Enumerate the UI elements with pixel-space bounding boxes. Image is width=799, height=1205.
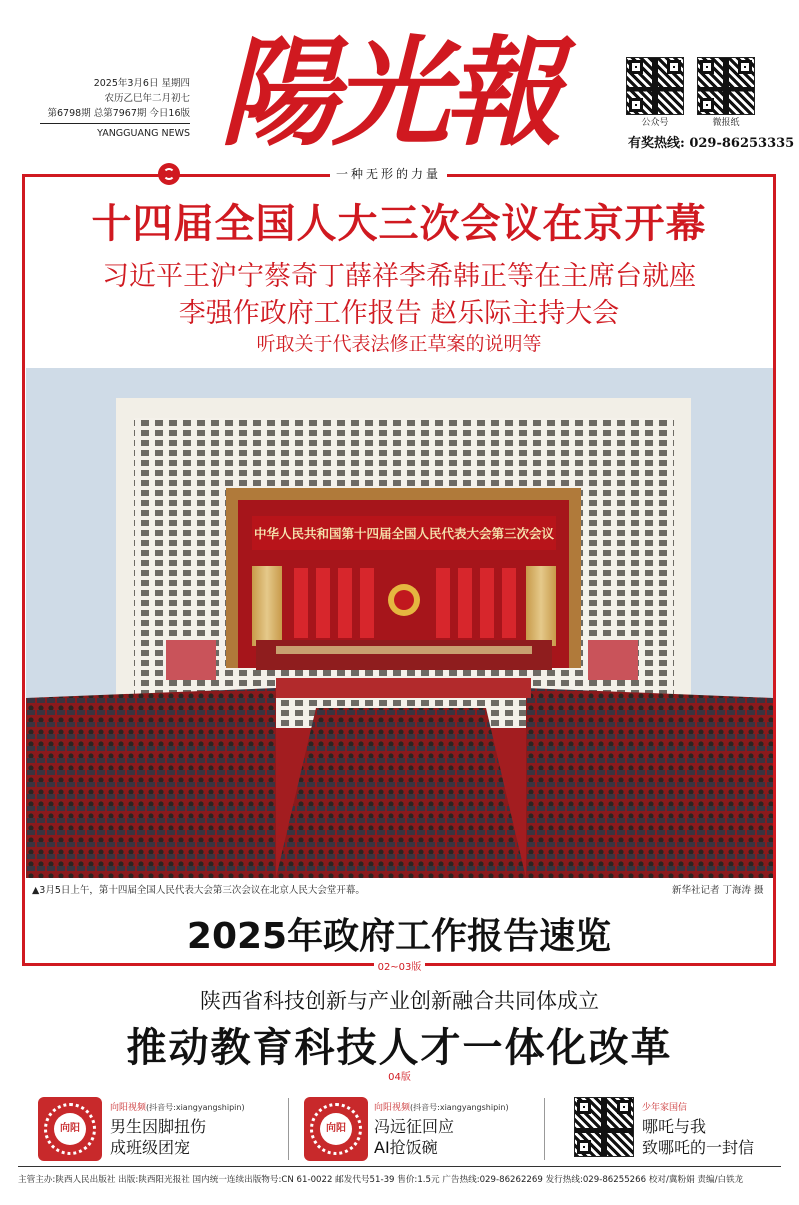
lead-subhead-2: 李强作政府工作报告 赵乐际主持大会 xyxy=(178,298,620,329)
promo-3-line-1[interactable]: 哪吒与我 xyxy=(642,1117,707,1136)
lead-headline[interactable]: 十四届全国人大三次会议在京开幕 xyxy=(91,201,707,247)
qr-label-epaper: 微报纸 xyxy=(712,118,740,128)
lead-subhead-3: 听取关于代表法修正草案的说明等 xyxy=(256,333,542,355)
promo-tag-1 xyxy=(110,1100,245,1113)
promo-3-line-2[interactable]: 致哪吒的一封信 xyxy=(642,1138,755,1157)
second-story-subhead: 陕西省科技创新与产业创新融合共同体成立 xyxy=(200,989,599,1013)
promo-logo-text: 向阳 xyxy=(320,1113,352,1145)
masthead-logo xyxy=(220,18,590,168)
qr-label-wechat: 公众号 xyxy=(641,118,669,128)
second-story-headline[interactable]: 推动教育科技人才一体化改革 xyxy=(126,1025,673,1071)
lead-photo[interactable] xyxy=(26,368,773,878)
promo-logo-text: 向阳 xyxy=(54,1113,86,1145)
hotline: 有奖热线: 029-86253335 xyxy=(628,136,795,151)
issue-divider xyxy=(40,123,190,124)
sun-logo-icon xyxy=(158,163,180,185)
lead-page-ref[interactable] xyxy=(0,958,799,973)
promo-tag-label: 向阳视频 xyxy=(374,1103,411,1113)
promo-tag-note: (抖音号:xiangyangshipin) xyxy=(146,1103,245,1112)
issue-lunar-date: 农历乙巳年二月初七 xyxy=(104,93,190,104)
promo-1-line-1[interactable]: 男生因脚扭伤 xyxy=(110,1117,207,1136)
promo-divider xyxy=(544,1098,545,1160)
qr-code-epaper[interactable] xyxy=(697,57,755,128)
promo-divider xyxy=(288,1098,289,1160)
second-story-page-ref[interactable]: 04版 xyxy=(388,1072,411,1083)
promo-tag-3 xyxy=(642,1100,687,1113)
qr-code-wechat[interactable] xyxy=(626,57,684,128)
promo-2-line-2[interactable]: AI抢饭碗 xyxy=(374,1138,438,1157)
issue-number: 第6798期 总第7967期 今日16版 xyxy=(47,108,190,119)
report-headline[interactable]: 2025年政府工作报告速览 xyxy=(186,916,612,957)
great-hall-illustration xyxy=(26,368,773,878)
photo-caption: ▲3月5日上午，第十四届全国人民代表大会第三次会议在北京人民大会堂开幕。 xyxy=(32,885,365,896)
promo-1-line-2[interactable]: 成班级团宠 xyxy=(110,1138,191,1157)
promo-logo-2[interactable] xyxy=(304,1097,368,1161)
promo-tag-2 xyxy=(374,1100,509,1113)
issue-info xyxy=(40,76,190,141)
lead-page-ref-text: 02~03版 xyxy=(374,962,426,973)
issue-date: 2025年3月6日 星期四 xyxy=(93,78,190,89)
footer-imprint: 主管主办:陕西人民出版社 出版:陕西阳光报社 国内统一连续出版物号:CN 61-0022 邮发代号51-39 售价:1.5元 广告热线:029-86262269 发行热线:029-86255266 校对/冀粉娟 责编/白铁龙 xyxy=(18,1175,744,1185)
logo-text: 陽光報 xyxy=(220,23,557,162)
english-name: YANGGUANG NEWS xyxy=(97,128,190,139)
qr-code-icon xyxy=(626,57,684,115)
promo-tag-label: 向阳视频 xyxy=(110,1103,147,1113)
promo-2-line-1[interactable]: 冯远征回应 xyxy=(374,1117,455,1136)
promo-qr-code-icon[interactable] xyxy=(574,1097,634,1157)
slogan: 一种无形的力量 xyxy=(330,165,447,182)
footer-divider xyxy=(18,1166,781,1167)
promo-tag-note: (抖音号:xiangyangshipin) xyxy=(410,1103,509,1112)
promo-logo-1[interactable] xyxy=(38,1097,102,1161)
photo-banner-text: 中华人民共和国第十四届全国人民代表大会第三次会议 xyxy=(253,527,555,541)
lead-subhead-1: 习近平王沪宁蔡奇丁薛祥李希韩正等在主席台就座 xyxy=(102,261,696,292)
photo-credit: 新华社记者 丁海涛 摄 xyxy=(672,885,764,896)
qr-code-icon xyxy=(697,57,755,115)
promo-tag-label: 少年家国信 xyxy=(642,1103,688,1113)
